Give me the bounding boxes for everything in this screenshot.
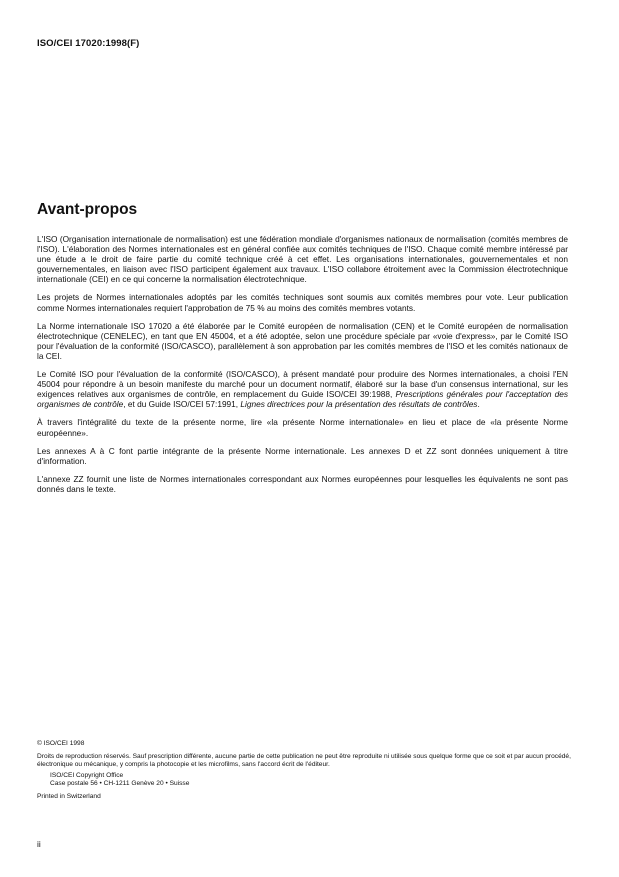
paragraph: L'ISO (Organisation internationale de normalisation) est une fédération mondiale d'organismes nationaux de normalisation (comités membres de l'ISO). L'élaboration des Normes internationales est en général confiée aux comités techniques de l'ISO. Chaque comité membre intéressé par une étude a le droit de faire partie du comité technique créé à cet effet. Les organisations internationales, gouvernementales et non gouvernementales, en liaison avec l'ISO participent également aux travaux. L'ISO collabore étroitement avec la Commission électrotechnique internationale (CEI) en ce qui concerne la normalisation électrotechnique. <box>37 234 568 285</box>
copyright-office-name: ISO/CEI Copyright Office <box>50 771 124 779</box>
paragraph-text: Le Comité ISO pour l'évaluation de la conformité (ISO/CASCO), à présent mandaté pour produire des Normes internationales, a choisi l'EN 45004 pour répondre à un besoin manifeste du marché pour un document normatif, élaboré sur la base d'un consensus international, sur les exigences relatives aux organismes de contrôle, en remplacement du Guide ISO/CEI 39:1988, <box>37 369 568 400</box>
printed-in: Printed in Switzerland <box>37 792 101 800</box>
page-number: ii <box>37 839 41 849</box>
copyright-rights: Droits de reproduction réservés. Sauf prescription différente, aucune partie de cette publication ne peut être reproduite ni utilisée sous quelque forme que ce soit et par aucun procédé, électronique ou mécanique, y compris la photocopie et les microfilms, sans l'accord écrit de l'éditeur. <box>37 752 571 769</box>
italic-title: Lignes directrices pour la présentation des résultats de contrôles <box>240 399 478 410</box>
paragraph: Les projets de Normes internationales adoptés par les comités techniques sont soumis aux comités membres pour vote. Leur publication comme Normes internationales requiert l'approbation de 75 % au moins des comités membres votants. <box>37 292 568 313</box>
foreword-body <box>37 234 568 502</box>
copyright-year: © ISO/CEI 1998 <box>37 740 85 747</box>
copyright-office-address: Case postale 56 • CH-1211 Genève 20 • Suisse <box>50 780 190 788</box>
paragraph: À travers l'intégralité du texte de la présente norme, lire «la présente Norme internationale» en lieu et place de «la présente Norme européenne». <box>37 417 568 438</box>
paragraph <box>37 369 568 409</box>
copyright-block <box>37 740 582 802</box>
paragraph-text: , et du Guide ISO/CEI 57:1991, <box>123 399 241 410</box>
document-id-header: ISO/CEI 17020:1998(F) <box>37 38 140 49</box>
section-title: Avant-propos <box>37 201 138 218</box>
italic-title: Prescriptions générales pour l'acceptation des organismes de contrôle <box>37 389 569 410</box>
paragraph: L'annexe ZZ fournit une liste de Normes internationales correspondant aux Normes européennes pour lesquelles les équivalents ne sont pas donnés dans le texte. <box>37 473 568 494</box>
paragraph: La Norme internationale ISO 17020 a été élaborée par le Comité européen de normalisation (CEN) et le Comité européen de normalisation électrotechnique (CENELEC), en tant que EN 45004, et a été adoptée, selon une procédure spéciale par «voie d'express», par le Comité ISO pour l'évaluation de la conformité (ISO/CASCO), parallèlement à son approbation par les comités membres de l'ISO et les comités nationaux de la CEI. <box>37 320 568 361</box>
paragraph: Les annexes A à C font partie intégrante de la présente Norme internationale. Les annexes D et ZZ sont données uniquement à titre d'information. <box>37 445 568 466</box>
paragraph-text: . <box>477 399 480 410</box>
